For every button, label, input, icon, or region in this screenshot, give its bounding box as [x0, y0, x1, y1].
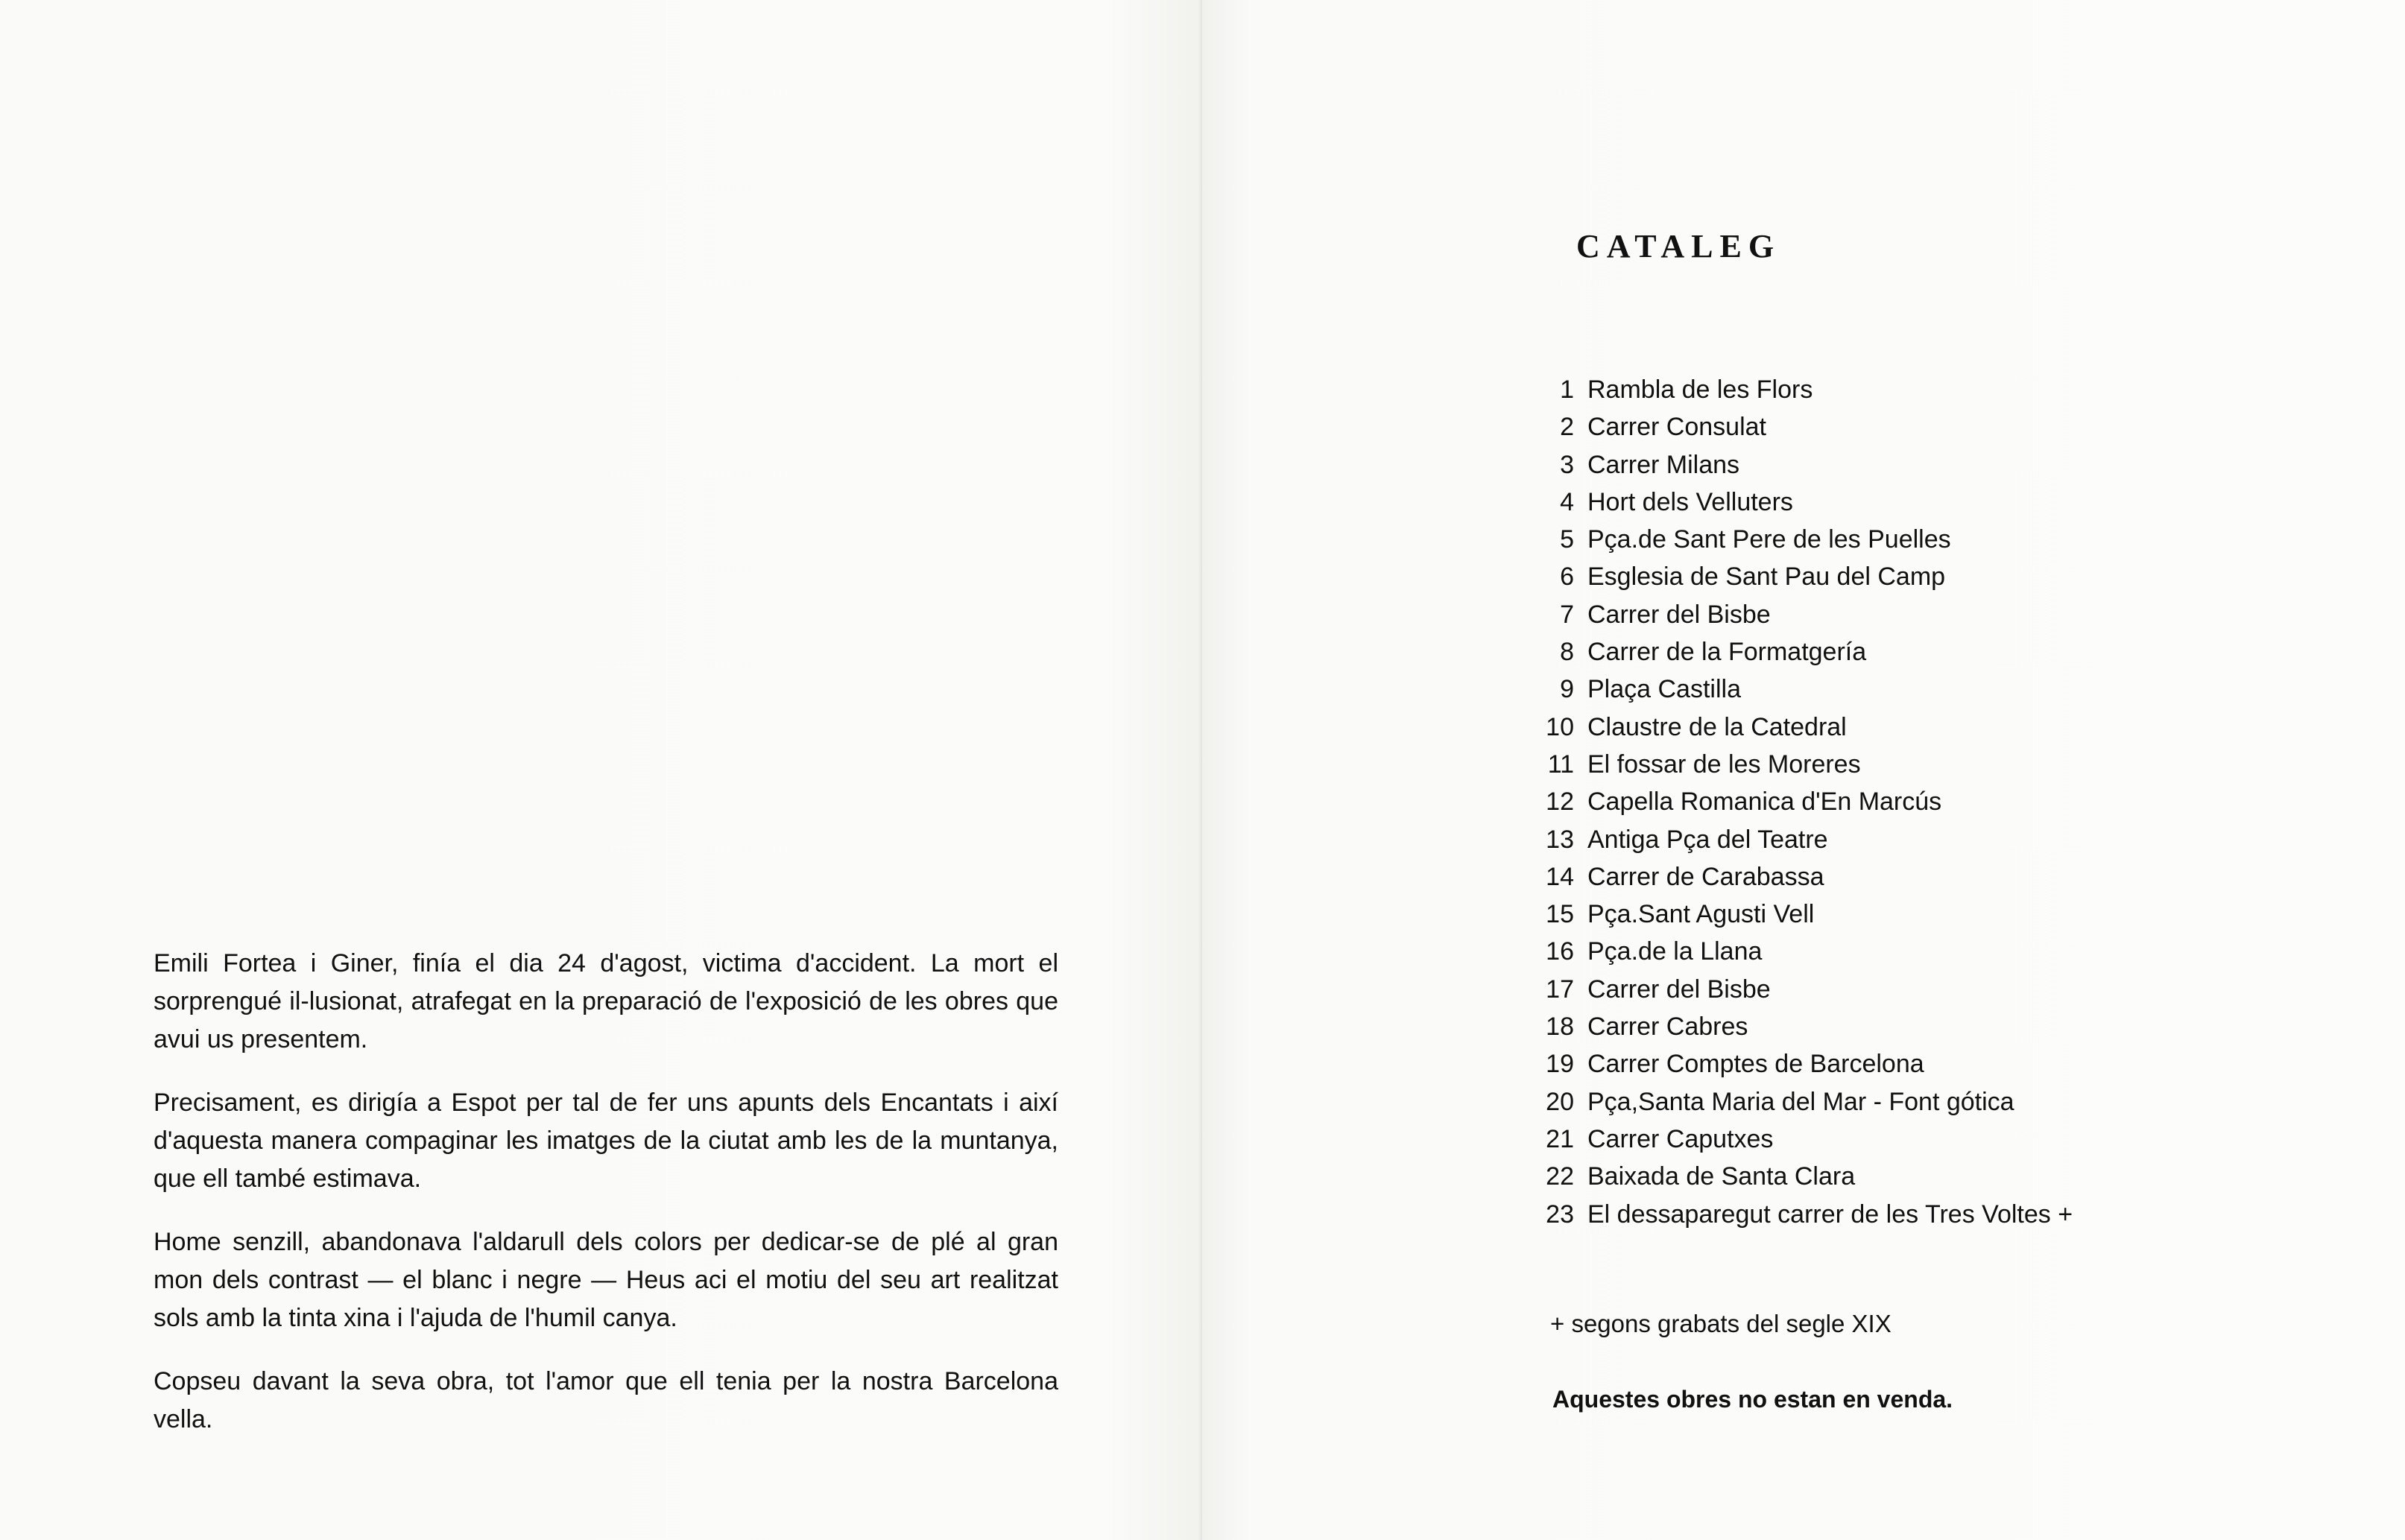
catalog-item-title: Pça.Sant Agusti Vell	[1587, 900, 1815, 929]
catalog-list	[1535, 371, 2206, 1233]
catalog-item-title: Carrer Caputxes	[1587, 1124, 1774, 1153]
catalog-item	[1535, 408, 2206, 446]
catalog-item-number: 3	[1560, 450, 1574, 479]
intro-paragraph: Home senzill, abandonava l'aldarull dels colors per dedicar-se de plé al gran mon dels contrast — el blanc i negre — Heus aci el motiu del seu art realitzat sols amb la tinta xina i l'ajuda de l'humil canya.	[154, 1228, 1058, 1332]
catalog-item-title: Rambla de les Flors	[1587, 376, 1813, 404]
catalog-item-number: 19	[1546, 1050, 1574, 1079]
catalog-item-number: 17	[1546, 975, 1574, 1004]
catalog-item-title: Antiga Pça del Teatre	[1587, 825, 1828, 854]
catalog-item-number: 1	[1560, 376, 1574, 404]
catalog-item	[1535, 858, 2206, 896]
catalog-item	[1535, 1121, 2206, 1158]
catalog-item-number: 10	[1546, 712, 1574, 741]
intro-text	[154, 945, 1058, 1464]
intro-paragraph: Copseu davant la seva obra, tot l'amor que ell tenia per la nostra Barcelona vella.	[154, 1367, 1058, 1433]
catalog-item-title: Carrer Cabres	[1587, 1013, 1748, 1042]
catalog-item-title: Pça,Santa Maria del Mar - Font gótica	[1587, 1087, 2014, 1116]
catalog-item	[1535, 1083, 2206, 1121]
catalog-item-number: 9	[1560, 675, 1574, 704]
catalog-item	[1535, 446, 2206, 484]
intro-paragraph: Precisament, es dirigía a Espot per tal de fer uns apunts dels Encantats i així d'aquesta manera compaginar les imatges de la ciutat amb les de la muntanya, que ell també estimava.	[154, 1089, 1058, 1193]
catalog-footnote: + segons grabats del segle XIX	[1550, 1310, 1892, 1337]
catalog-item-number: 16	[1546, 937, 1574, 966]
catalog-item-number: 20	[1546, 1087, 1574, 1116]
catalog-item-title: Claustre de la Catedral	[1587, 712, 1847, 741]
catalog-item	[1535, 746, 2206, 783]
catalog-item-number: 4	[1560, 487, 1574, 516]
catalog-item-number: 8	[1560, 638, 1574, 667]
catalog-item	[1535, 896, 2206, 933]
catalog-item-title: Hort dels Velluters	[1587, 487, 1793, 516]
catalog-item-title: Carrer del Bisbe	[1587, 600, 1771, 629]
catalog-item	[1535, 671, 2206, 708]
catalog-item-number: 11	[1547, 750, 1574, 779]
catalog-item-title: Capella Romanica d'En Marcús	[1587, 788, 1942, 817]
catalog-item-title: El fossar de les Moreres	[1587, 750, 1861, 779]
catalog-item-number: 5	[1560, 525, 1574, 554]
catalog-item	[1535, 633, 2206, 671]
catalog-item-number: 23	[1546, 1200, 1574, 1229]
left-page	[0, 0, 1202, 1540]
catalog-item-number: 14	[1546, 862, 1574, 891]
catalog-item-number: 6	[1560, 563, 1574, 592]
catalog-item-title: Carrer Consulat	[1587, 413, 1766, 442]
catalog-item-title: Plaça Castilla	[1587, 675, 1741, 704]
catalog-item-title: Baixada de Santa Clara	[1587, 1162, 1856, 1191]
catalog-item	[1535, 1008, 2206, 1045]
catalog-item	[1535, 1158, 2206, 1195]
catalog-item-title: El dessaparegut carrer de les Tres Voltes +	[1587, 1200, 2073, 1229]
catalog-item	[1535, 1045, 2206, 1083]
catalog-item	[1535, 933, 2206, 970]
catalog-item-title: Carrer de la Formatgería	[1587, 638, 1867, 667]
catalog-item	[1535, 709, 2206, 746]
catalog-item-number: 22	[1546, 1162, 1574, 1191]
catalog-item	[1535, 821, 2206, 858]
catalog-item	[1535, 521, 2206, 558]
catalog-item-title: Carrer de Carabassa	[1587, 862, 1824, 891]
not-for-sale-note: Aquestes obres no estan en venda.	[1552, 1386, 1953, 1413]
catalog-title: CATALEG	[1576, 228, 1781, 264]
catalog-item-number: 21	[1546, 1124, 1574, 1153]
catalog-item-title: Carrer Comptes de Barcelona	[1587, 1050, 1924, 1079]
catalog-item-title: Carrer Milans	[1587, 450, 1740, 479]
catalog-item-number: 13	[1546, 825, 1574, 854]
catalog-item	[1535, 971, 2206, 1008]
catalog-item-number: 2	[1560, 413, 1574, 442]
catalog-item	[1535, 558, 2206, 595]
catalog-item-number: 7	[1560, 600, 1574, 629]
catalog-item	[1535, 371, 2206, 408]
catalog-item	[1535, 484, 2206, 521]
catalog-item-number: 15	[1546, 900, 1574, 929]
catalog-item-number: 18	[1546, 1013, 1574, 1042]
catalog-item-title: Pça.de Sant Pere de les Puelles	[1587, 525, 1951, 554]
intro-paragraph: Emili Fortea i Giner, finía el dia 24 d'agost, victima d'accident. La mort el sorprengué il-lusionat, atrafegat en la preparació de l'exposició de les obres que avui us presentem.	[154, 949, 1058, 1053]
catalog-item-title: Carrer del Bisbe	[1587, 975, 1771, 1004]
catalog-item-title: Esglesia de Sant Pau del Camp	[1587, 563, 1946, 592]
catalog-item	[1535, 596, 2206, 633]
catalog-item	[1535, 783, 2206, 820]
catalog-item	[1535, 1196, 2206, 1233]
catalog-item-title: Pça.de la Llana	[1587, 937, 1763, 966]
catalog-item-number: 12	[1546, 788, 1574, 817]
